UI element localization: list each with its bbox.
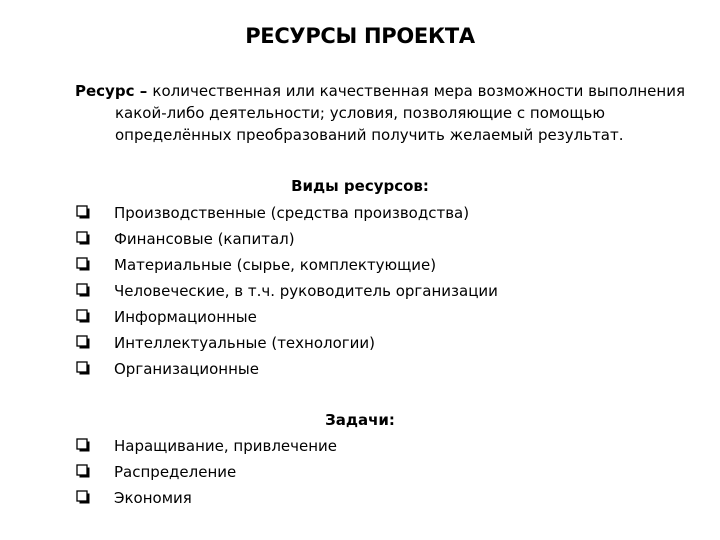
checkbox-square-icon	[76, 360, 98, 378]
list-item	[76, 304, 498, 330]
list-item-label: Производственные (средства производства)	[114, 204, 470, 222]
list-item	[76, 200, 498, 226]
checkbox-square-icon	[76, 463, 98, 481]
list-item	[76, 252, 498, 278]
resource-types-list	[76, 200, 498, 382]
definition-dash: –	[134, 82, 153, 100]
list-item-label: Материальные (сырье, комплектующие)	[114, 256, 437, 274]
list-item-label: Финансовые (капитал)	[114, 230, 295, 248]
tasks-heading: Задачи:	[325, 411, 395, 429]
page-title: РЕСУРСЫ ПРОЕКТА	[245, 24, 475, 48]
checkbox-square-icon	[76, 308, 98, 326]
list-item-label: Человеческие, в т.ч. руководитель организации	[114, 282, 498, 300]
checkbox-square-icon	[76, 489, 98, 507]
checkbox-square-icon	[76, 230, 98, 248]
list-item-label: Информационные	[114, 308, 257, 326]
checkbox-square-icon	[76, 334, 98, 352]
definition-text-1: количественная или качественная мера возможности выполнения	[152, 82, 685, 100]
list-item	[76, 330, 498, 356]
checkbox-square-icon	[76, 256, 98, 274]
list-item	[76, 226, 498, 252]
tasks-list	[76, 433, 337, 511]
list-item	[76, 356, 498, 382]
list-item-label: Интеллектуальные (технологии)	[114, 334, 376, 352]
definition-line-2: какой-либо деятельности; условия, позволяющие с помощью	[115, 104, 605, 122]
list-item-label: Экономия	[114, 489, 192, 507]
definition-line-3: определённых преобразований получить желаемый результат.	[115, 126, 624, 144]
resource-definition	[75, 80, 695, 146]
checkbox-square-icon	[76, 437, 98, 455]
list-item	[76, 485, 337, 511]
list-item-label: Организационные	[114, 360, 259, 378]
resource-types-heading: Виды ресурсов:	[291, 177, 429, 195]
list-item	[76, 433, 337, 459]
list-item-label: Наращивание, привлечение	[114, 437, 338, 455]
list-item-label: Распределение	[114, 463, 237, 481]
list-item	[76, 459, 337, 485]
definition-line-1	[75, 80, 695, 102]
definition-term: Ресурс	[75, 82, 135, 100]
checkbox-square-icon	[76, 204, 98, 222]
list-item	[76, 278, 498, 304]
checkbox-square-icon	[76, 282, 98, 300]
